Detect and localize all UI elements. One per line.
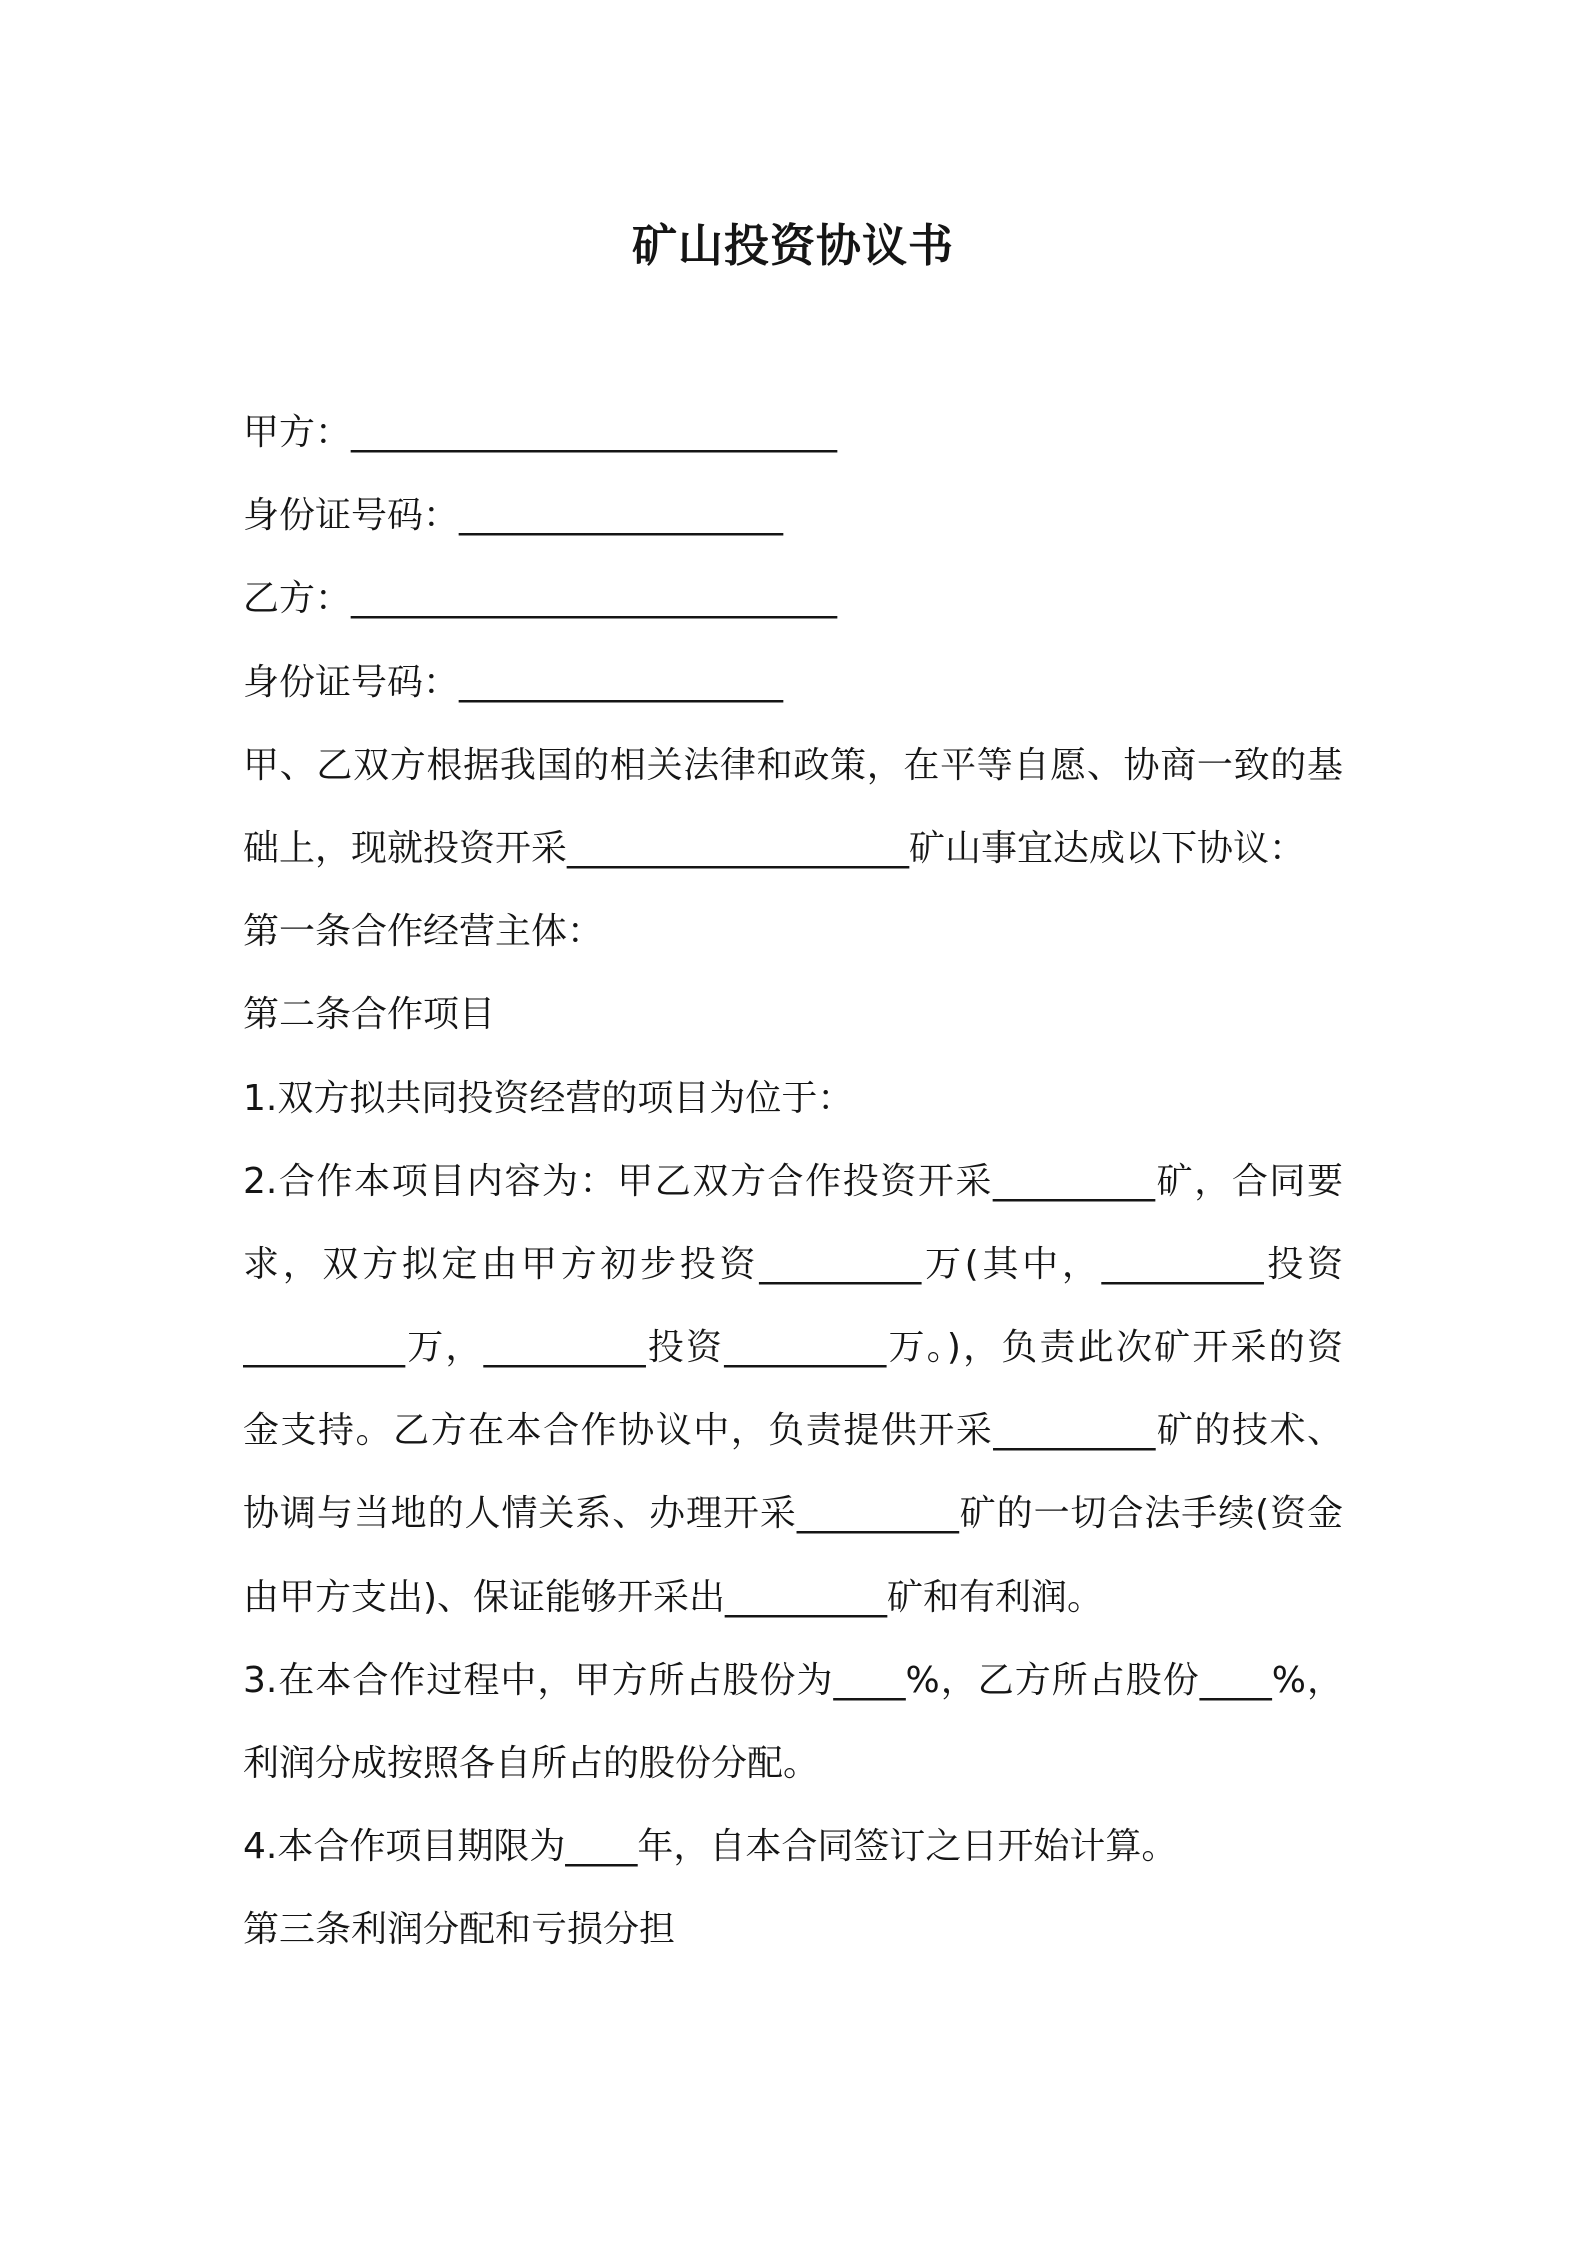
article-1-heading: 第一条合作经营主体：: [243, 911, 604, 953]
clause-2-line: 协调与当地的人情关系、办理开采_________矿的一切合法手续(资金: [243, 1493, 1343, 1535]
article-2-heading: 第二条合作项目: [243, 994, 496, 1036]
clause-1-line: 1.双方拟共同投资经营的项目为位于：: [243, 1077, 854, 1119]
document-body: [243, 391, 1343, 1972]
clause-2-line: 由甲方支出)、保证能够开采出_________矿和有利润。: [243, 1576, 1104, 1618]
clause-2-line: _________万，_________投资_________万。)，负责此次矿开采的资: [243, 1327, 1343, 1369]
party-a-line: 甲方：___________________________: [243, 412, 838, 453]
clause-2-line: 2.合作本项目内容为：甲乙双方合作投资开采_________矿，合同要: [243, 1160, 1343, 1202]
clause-4-line: 4.本合作项目期限为____年，自本合同签订之日开始计算。: [243, 1826, 1178, 1868]
clause-2-line: 求，双方拟定由甲方初步投资_________万(其中，_________投资: [243, 1243, 1343, 1285]
preamble-line: 甲、乙双方根据我国的相关法律和政策，在平等自愿、协商一致的基: [243, 744, 1343, 786]
document-title: 矿山投资协议书: [631, 219, 954, 272]
party-b-id-line: 身份证号码：__________________: [243, 661, 784, 703]
clause-3-line: 3.在本合作过程中，甲方所占股份为____%，乙方所占股份____%，: [243, 1659, 1343, 1701]
article-3-heading: 第三条利润分配和亏损分担: [243, 1909, 676, 1951]
clause-2-line: 金支持。乙方在本合作协议中，负责提供开采_________矿的技术、: [243, 1410, 1343, 1452]
clause-3-line: 利润分成按照各自所占的股份分配。: [243, 1743, 820, 1784]
party-a-id-line: 身份证号码：__________________: [243, 495, 784, 537]
preamble-line: 础上，现就投资开采___________________矿山事宜达成以下协议：: [243, 827, 1306, 869]
party-b-line: 乙方：___________________________: [243, 578, 838, 620]
